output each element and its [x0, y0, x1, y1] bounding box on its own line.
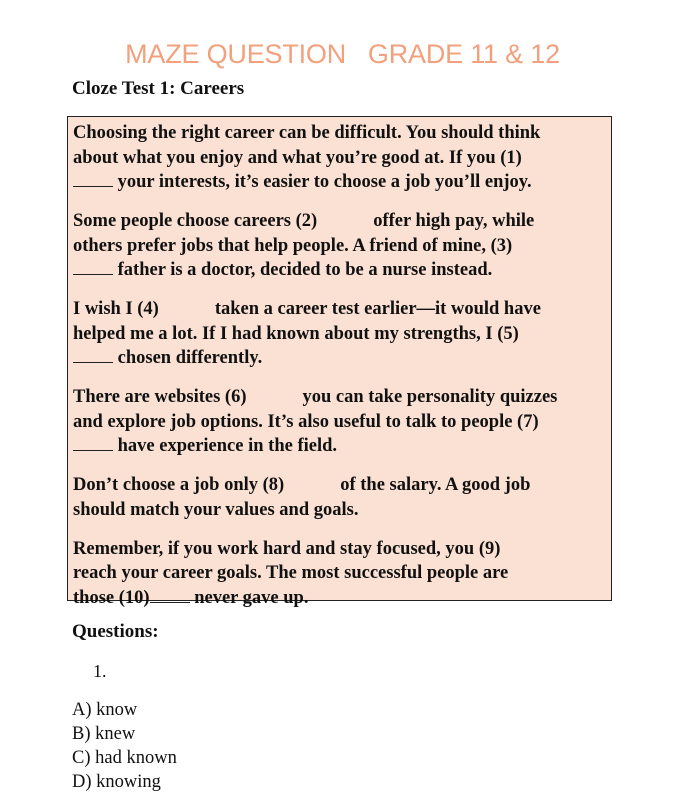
blank-7	[73, 434, 113, 451]
paragraph-3-line-2: helped me a lot. If I had known about my strengths, I (5)	[73, 323, 519, 344]
option-b[interactable]: B) knew	[72, 724, 136, 744]
blank-1	[73, 170, 113, 187]
paragraph-1	[73, 121, 611, 195]
paragraph-3-line-3: chosen differently.	[113, 348, 263, 368]
paragraph-2	[73, 209, 611, 283]
paragraph-4-line-1-start: There are websites (6)	[73, 387, 247, 407]
paragraph-2-line-2: others prefer jobs that help people. A friend of mine, (3)	[73, 235, 513, 256]
paragraph-5-line-1-start: Don’t choose a job only (8)	[73, 475, 285, 495]
question-number: 1.	[93, 661, 107, 681]
paragraph-6-line-2: reach your career goals. The most successful people are	[73, 563, 509, 583]
option-c[interactable]: C) had known	[72, 748, 177, 768]
paragraph-3-line-1-end: taken a career test earlier—it would have	[214, 299, 541, 319]
paragraph-4	[73, 385, 611, 459]
blank-5	[73, 346, 113, 363]
paragraph-3-line-1-start: I wish I (4)	[73, 299, 159, 319]
option-d[interactable]: D) knowing	[72, 772, 161, 792]
paragraph-2-line-1-end: offer high pay, while	[373, 211, 535, 231]
paragraph-4-line-3: have experience in the field.	[113, 436, 338, 456]
paragraph-6-line-3-end: never gave up.	[189, 587, 309, 608]
paragraph-2-line-1-start: Some people choose careers (2)	[73, 211, 318, 231]
paragraph-2-line-3: father is a doctor, decided to be a nurse instead.	[113, 260, 493, 280]
paragraph-5	[73, 473, 611, 522]
blank-10	[150, 586, 190, 603]
paragraph-5-line-2: should match your values and goals.	[73, 499, 359, 520]
paragraph-5-line-1-end: of the salary. A good job	[340, 475, 531, 495]
blank-3	[73, 258, 113, 275]
paragraph-4-line-2: and explore job options. It’s also useful to talk to people (7)	[73, 411, 539, 432]
paragraph-6-line-3-start: those (10)	[73, 587, 150, 608]
paragraph-6-line-1: Remember, if you work hard and stay focused, you (9)	[73, 538, 501, 559]
page-title: MAZE QUESTION GRADE 11 & 12	[125, 39, 560, 69]
paragraph-3	[73, 297, 611, 371]
paragraph-1-line-3: your interests, it’s easier to choose a job you’ll enjoy.	[113, 172, 532, 192]
paragraph-4-line-1-end: you can take personality quizzes	[302, 387, 558, 407]
paragraph-6	[73, 537, 611, 611]
paragraph-1-line-1: Choosing the right career can be difficult. You should think	[73, 123, 541, 143]
answer-options	[72, 698, 177, 794]
test-title: Cloze Test 1: Careers	[72, 78, 245, 99]
option-a[interactable]: A) know	[72, 700, 138, 720]
paragraph-1-line-2: about what you enjoy and what you’re good at. If you (1)	[73, 147, 522, 168]
passage-box	[67, 116, 612, 608]
questions-heading: Questions:	[72, 621, 159, 642]
